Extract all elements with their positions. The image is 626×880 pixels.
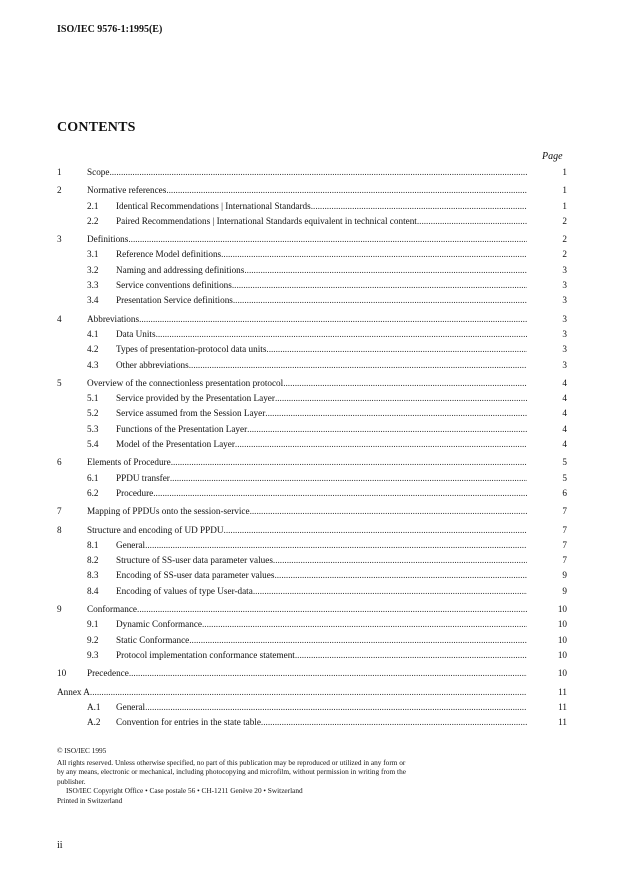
toc-leader-dots — [274, 568, 527, 583]
toc-entry-page: 2 — [562, 215, 567, 226]
toc-entry-number: 5.4 — [87, 439, 99, 450]
toc-entry — [57, 214, 567, 229]
toc-entry-number: 7 — [57, 506, 62, 517]
toc-entry-page: 3 — [562, 280, 567, 291]
toc-entry-title: Encoding of values of type User-data — [116, 585, 253, 596]
toc-entry-number: 5.2 — [87, 408, 99, 419]
copyright-footer — [57, 746, 407, 806]
toc-leader-dots — [311, 199, 527, 214]
toc-leader-dots — [109, 165, 527, 180]
toc-entry-page: 7 — [562, 539, 567, 550]
toc-leader-dots — [139, 312, 527, 327]
toc-entry-number: 8.2 — [87, 555, 99, 566]
toc-leader-dots — [244, 263, 527, 278]
toc-entry — [57, 553, 567, 568]
toc-entry — [57, 617, 567, 632]
toc-entry — [57, 437, 567, 452]
document-header: ISO/IEC 9576-1:1995(E) — [57, 24, 163, 35]
toc-entry-number: 9.2 — [87, 634, 99, 645]
toc-entry-page: 1 — [562, 167, 567, 177]
toc-entry — [57, 486, 567, 501]
toc-entry-page: 6 — [562, 487, 567, 498]
toc-entry-number: 6.1 — [87, 472, 99, 483]
toc-entry-number: 2.2 — [87, 215, 99, 226]
toc-entry-page: 3 — [562, 328, 567, 339]
toc-entry-page: 11 — [558, 717, 567, 728]
toc-entry-title: Data Units — [116, 328, 156, 339]
toc-entry-number: 9 — [57, 604, 62, 615]
page-number: ii — [57, 840, 63, 851]
toc-leader-dots — [261, 715, 527, 730]
toc-entry-number: 3.4 — [87, 295, 99, 306]
toc-leader-dots — [221, 247, 527, 262]
toc-entry — [57, 232, 567, 247]
toc-entry — [57, 278, 567, 293]
toc-entry-title: Service assumed from the Session Layer — [116, 408, 266, 419]
toc-entry-number: 5.3 — [87, 423, 99, 434]
toc-leader-dots — [235, 437, 527, 452]
toc-entry-page: 11 — [558, 686, 567, 697]
toc-entry-page: 4 — [562, 377, 567, 388]
toc-entry — [57, 633, 567, 648]
toc-entry-title: Types of presentation-protocol data units — [116, 344, 267, 355]
toc-entry-title: Reference Model definitions — [116, 249, 222, 260]
printed-in: Printed in Switzerland — [57, 795, 123, 805]
toc-entry-number: 4.1 — [87, 328, 99, 339]
toc-entry-page: 1 — [562, 185, 567, 196]
toc-entry-page: 9 — [562, 570, 567, 581]
toc-entry — [57, 263, 567, 278]
toc-leader-dots — [189, 358, 527, 373]
toc-entry-title: Conformance — [87, 604, 138, 615]
toc-entry-number: 2 — [57, 185, 62, 196]
toc-entry-number: 6.2 — [87, 487, 99, 498]
toc-entry-title: Presentation Service definitions — [116, 295, 233, 306]
toc-leader-dots — [90, 685, 527, 700]
copyright-office-address: ISO/IEC Copyright Office • Case postale 56 • CH-1211 Genève 20 • Switzerland — [66, 786, 303, 796]
toc-leader-dots — [233, 293, 527, 308]
toc-entry-number: 3.1 — [87, 249, 99, 260]
toc-leader-dots — [128, 232, 527, 247]
toc-entry-page: 3 — [562, 264, 567, 275]
toc-entry-title: Abbreviations — [87, 313, 140, 324]
toc-entry — [57, 584, 567, 599]
toc-leader-dots — [232, 278, 527, 293]
toc-leader-dots — [253, 584, 527, 599]
toc-entry-title: Scope — [87, 167, 110, 177]
toc-entry-page: 4 — [562, 439, 567, 450]
toc-entry-number: 5.1 — [87, 393, 99, 404]
toc-entry — [57, 406, 567, 421]
toc-entry-title: Naming and addressing definitions — [116, 264, 245, 275]
toc-entry — [57, 312, 567, 327]
toc-entry-page: 10 — [557, 619, 567, 630]
toc-entry-number: 2.1 — [87, 200, 99, 211]
toc-entry-page: 4 — [562, 393, 567, 404]
toc-entry-number: A.1 — [87, 701, 101, 712]
table-of-contents — [57, 165, 567, 730]
toc-entry-number: 8.3 — [87, 570, 99, 581]
toc-entry-page: 3 — [562, 344, 567, 355]
toc-entry — [57, 342, 567, 357]
toc-entry — [57, 666, 567, 681]
toc-entry-title: Elements of Procedure — [87, 457, 171, 468]
toc-entry-page: 1 — [562, 200, 567, 211]
toc-leader-dots — [171, 455, 527, 470]
toc-leader-dots — [189, 633, 527, 648]
toc-entry-title: Model of the Presentation Layer — [116, 439, 235, 450]
toc-entry-title: Structure of SS-user data parameter values — [116, 555, 273, 566]
toc-entry-number: 3.3 — [87, 280, 99, 291]
toc-entry — [57, 602, 567, 617]
toc-entry-number: A.2 — [87, 717, 101, 728]
toc-entry-title: Precedence — [87, 668, 129, 679]
toc-entry-number: 5 — [57, 377, 62, 388]
toc-entry-title: Procedure — [116, 487, 154, 498]
toc-entry-page: 10 — [557, 604, 567, 615]
toc-entry — [57, 471, 567, 486]
toc-entry-number: 4.3 — [87, 359, 99, 370]
toc-entry-title: Annex A — [57, 686, 90, 697]
toc-leader-dots — [153, 486, 527, 501]
toc-leader-dots — [166, 183, 527, 198]
toc-entry-number: 9.3 — [87, 649, 99, 660]
toc-entry-title: Protocol implementation conformance statement — [116, 649, 295, 660]
toc-entry — [57, 648, 567, 663]
toc-entry-title: Service conventions definitions — [116, 280, 232, 291]
toc-entry-title: Other abbreviations — [116, 359, 189, 370]
toc-entry — [57, 376, 567, 391]
toc-entry-page: 4 — [562, 423, 567, 434]
toc-entry-number: 10 — [57, 668, 67, 679]
toc-entry-title: PPDU transfer — [116, 472, 170, 483]
toc-entry-page: 3 — [562, 313, 567, 324]
toc-entry — [57, 455, 567, 470]
toc-entry-title: Service provided by the Presentation Layer — [116, 393, 275, 404]
toc-entry-title: Functions of the Presentation Layer — [116, 423, 248, 434]
toc-entry-title: Encoding of SS-user data parameter values — [116, 570, 275, 581]
toc-leader-dots — [266, 342, 527, 357]
toc-entry-title: Mapping of PPDUs onto the session-service — [87, 506, 250, 517]
toc-entry-number: 1 — [57, 167, 62, 177]
toc-entry — [57, 293, 567, 308]
toc-entry — [57, 358, 567, 373]
toc-entry-page: 5 — [562, 457, 567, 468]
copyright-line: © ISO/IEC 1995 — [57, 746, 107, 755]
toc-entry — [57, 327, 567, 342]
toc-entry-page: 3 — [562, 359, 567, 370]
rights-statement: All rights reserved. Unless otherwise specified, no part of this publication may be reproduced or utilized in any form or by any means, electronic or mechanical, including photocopying and microfilm, without permission in writing from the publisher. — [57, 757, 406, 786]
page-column-label: Page — [542, 151, 563, 162]
toc-entry-number: 8 — [57, 524, 62, 535]
toc-entry-title: General — [116, 701, 146, 712]
toc-entry-number: 4 — [57, 313, 62, 324]
toc-entry-title: Dynamic Conformance — [116, 619, 202, 630]
toc-entry-number: 8.4 — [87, 585, 99, 596]
toc-entry-title: Paired Recommendations | International Standards equivalent in technical content — [116, 215, 417, 226]
page-title: CONTENTS — [57, 120, 136, 135]
toc-entry-page: 11 — [558, 701, 567, 712]
toc-entry-page: 3 — [562, 295, 567, 306]
toc-entry — [57, 568, 567, 583]
toc-leader-dots — [417, 214, 527, 229]
toc-entry-title: Static Conformance — [116, 634, 190, 645]
toc-entry — [57, 715, 567, 730]
toc-leader-dots — [137, 602, 527, 617]
toc-entry-page: 7 — [562, 555, 567, 566]
toc-leader-dots — [202, 617, 527, 632]
toc-leader-dots — [145, 700, 527, 715]
toc-entry-title: General — [116, 539, 146, 550]
toc-entry-page: 10 — [557, 649, 567, 660]
toc-leader-dots — [265, 406, 527, 421]
toc-entry — [57, 422, 567, 437]
toc-leader-dots — [129, 666, 527, 681]
toc-entry-page: 4 — [562, 408, 567, 419]
toc-entry-title: Structure and encoding of UD PPDU — [87, 524, 224, 535]
toc-entry-page: 7 — [562, 506, 567, 517]
toc-entry — [57, 523, 567, 538]
toc-entry-number: 9.1 — [87, 619, 99, 630]
toc-entry-page: 2 — [562, 249, 567, 260]
toc-leader-dots — [275, 391, 527, 406]
toc-entry — [57, 183, 567, 198]
toc-leader-dots — [170, 471, 527, 486]
toc-entry-number: 4.2 — [87, 344, 99, 355]
toc-leader-dots — [156, 327, 527, 342]
toc-leader-dots — [224, 523, 527, 538]
toc-entry-page: 10 — [557, 634, 567, 645]
toc-leader-dots — [145, 538, 527, 553]
toc-entry-page: 10 — [557, 668, 567, 679]
toc-entry — [57, 700, 567, 715]
toc-entry — [57, 685, 567, 700]
toc-entry — [57, 504, 567, 519]
toc-leader-dots — [295, 648, 527, 663]
toc-entry — [57, 391, 567, 406]
toc-entry-title: Overview of the connectionless presentation protocol — [87, 377, 284, 388]
toc-entry-page: 9 — [562, 585, 567, 596]
toc-leader-dots — [250, 504, 527, 519]
toc-entry-title: Normative references — [87, 185, 167, 196]
toc-entry-number: 6 — [57, 457, 62, 468]
toc-entry — [57, 538, 567, 553]
toc-entry-number: 8.1 — [87, 539, 99, 550]
toc-entry-title: Convention for entries in the state table — [116, 717, 261, 728]
toc-entry — [57, 247, 567, 262]
toc-entry — [57, 199, 567, 214]
toc-entry-page: 7 — [562, 524, 567, 535]
toc-entry-title: Definitions — [87, 234, 129, 245]
toc-leader-dots — [283, 376, 527, 391]
toc-entry-number: 3 — [57, 234, 62, 245]
toc-entry-title: Identical Recommendations | International Standards — [116, 200, 311, 211]
toc-entry-page: 2 — [562, 234, 567, 245]
toc-entry — [57, 165, 567, 180]
toc-entry-page: 5 — [562, 472, 567, 483]
toc-entry-number: 3.2 — [87, 264, 99, 275]
toc-leader-dots — [247, 422, 527, 437]
toc-leader-dots — [273, 553, 527, 568]
